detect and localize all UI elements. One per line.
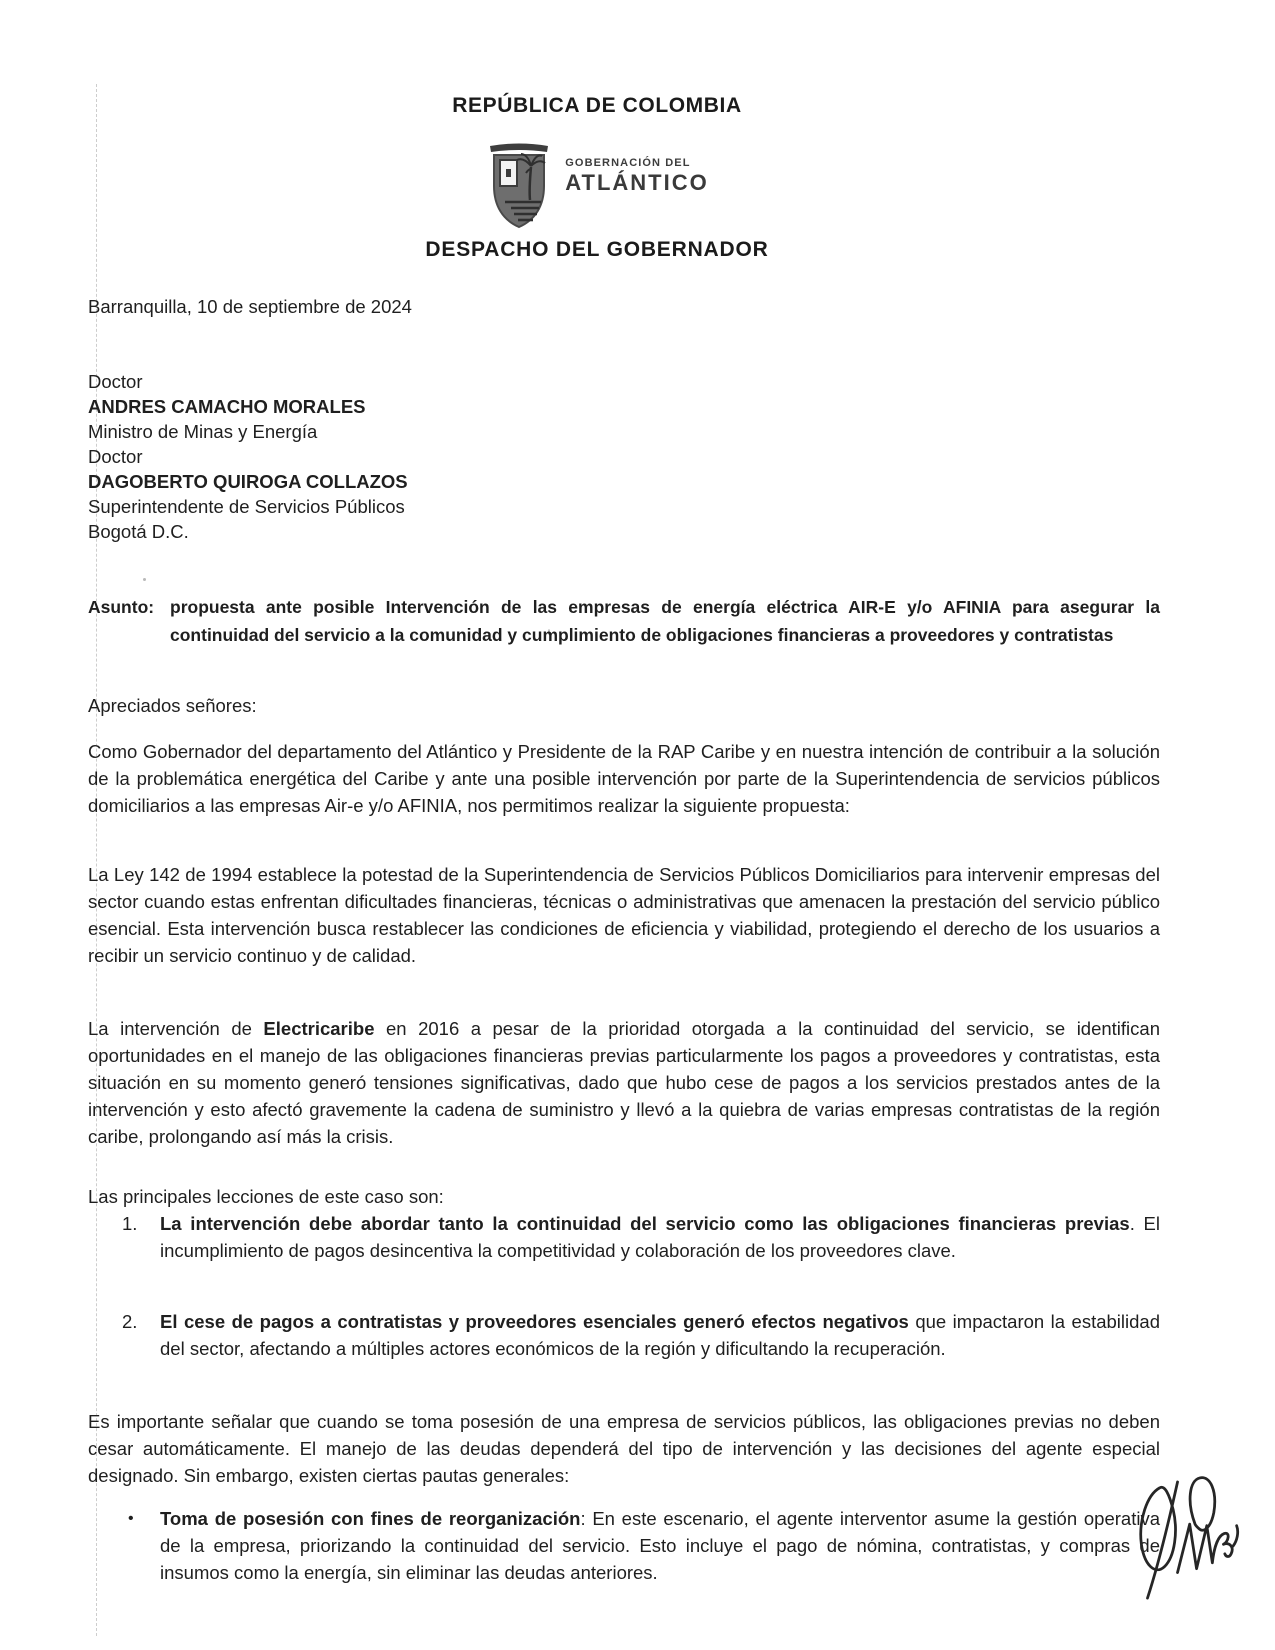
atlantico-crest-icon <box>485 140 553 230</box>
item-text <box>160 1210 1160 1264</box>
paragraph-electricaribe <box>88 1015 1160 1150</box>
item-bold-lead: Toma de posesión con fines de reorganización <box>160 1508 581 1529</box>
handwritten-signature <box>1126 1470 1250 1604</box>
paragraph-ley142: La Ley 142 de 1994 establece la potestad de la Superintendencia de Servicios Públicos Domiciliarios para intervenir empresas del sector cuando estas enfrentan dificultades financieras, técnicas o administrativas que amenacen la prestación del servicio público esencial. Esta intervención busca restablecer las condiciones de eficiencia y viabilidad, protegiendo el derecho de los usuarios a recibir un servicio continuo y de calidad. <box>88 864 1160 966</box>
subject-text: propuesta ante posible Intervención de las empresas de energía eléctrica AIR-E y/o AFINIA para asegurar la continuidad del servicio a la comunidad y cumplimiento de obligaciones financieras a proveedores y contratistas <box>170 597 1160 645</box>
bullet-marker: • <box>128 1510 134 1527</box>
item-bold-lead: La intervención debe abordar tanto la continuidad del servicio como las obligaciones financieras previas <box>160 1213 1130 1234</box>
logo-org-small: GOBERNACIÓN DEL <box>565 157 691 169</box>
bullet-item-reorganizacion <box>122 1505 1160 1586</box>
recipient-role: Ministro de Minas y Energía <box>88 421 318 442</box>
recipient-block <box>88 369 788 544</box>
logo-text <box>565 157 708 196</box>
subject-block <box>88 593 1160 649</box>
paragraph-segment: La intervención de <box>88 1018 264 1039</box>
item-bold-lead: El cese de pagos a contratistas y proveedores esenciales generó efectos negativos <box>160 1311 909 1332</box>
lessons-intro: Las principales lecciones de este caso son: <box>88 1186 444 1207</box>
item-rest: que impactaron la estabilidad del sector, afectando a múltiples actores económicos de la región y dificultando la recuperación. <box>160 1311 1160 1359</box>
recipient-line: Doctor <box>88 446 143 467</box>
recipient-name: ANDRES CAMACHO MORALES <box>88 396 366 417</box>
recipient-city: Bogotá D.C. <box>88 521 189 542</box>
item-number: 1. <box>122 1213 138 1234</box>
paragraph-proposal: Como Gobernador del departamento del Atlántico y Presidente de la RAP Caribe y en nuestra intención de contribuir a la solución de la problemática energética del Caribe y ante una posible intervención por parte de la Superintendencia de servicios públicos domiciliarios a las empresas Air-e y/o AFINIA, nos permitimos realizar la siguiente propuesta: <box>88 741 1160 816</box>
recipient-line: Doctor <box>88 371 143 392</box>
logo-org-big: ATLÁNTICO <box>565 170 709 195</box>
governorate-logo <box>0 140 1194 230</box>
paragraph-segment-bold: Electricaribe <box>263 1018 375 1039</box>
office-title: DESPACHO DEL GOBERNADOR <box>425 238 769 261</box>
item-number: 2. <box>122 1311 138 1332</box>
numbered-item-1 <box>122 1210 1160 1264</box>
numbered-item-2 <box>122 1308 1160 1362</box>
scan-speck <box>143 578 146 581</box>
item-text <box>160 1308 1160 1362</box>
date-line: Barranquilla, 10 de septiembre de 2024 <box>88 296 412 317</box>
recipient-name: DAGOBERTO QUIROGA COLLAZOS <box>88 471 408 492</box>
item-rest: : En este escenario, el agente interventor asume la gestión operativa de la empresa, priorizando la continuidad del servicio. Esto incluye el pago de nómina, contratistas, y compras de insumos como la energía, sin eliminar las deudas anteriores. <box>160 1508 1160 1583</box>
paragraph-segment: en 2016 a pesar de la prioridad otorgada a la continuidad del servicio, se identifican oportunidades en el manejo de las obligaciones financieras previas particularmente los pagos a proveedores y contratistas, esta situación en su momento generó tensiones significativas, dado que hubo cese de pagos a los servicios prestados antes de la intervención y esto afectó gravemente la cadena de suministro y llevó a la quiebra de varias empresas contratistas de la región caribe, prolongando así más la crisis. <box>88 1018 1160 1147</box>
item-text <box>160 1505 1160 1586</box>
republic-title: REPÚBLICA DE COLOMBIA <box>452 94 742 117</box>
paragraph-posesion: Es importante señalar que cuando se toma posesión de una empresa de servicios públicos, las obligaciones previas no deben cesar automáticamente. El manejo de las deudas dependerá del tipo de intervención y las decisiones del agente especial designado. Sin embargo, existen ciertas pautas generales: <box>88 1411 1160 1486</box>
subject-label: Asunto: <box>88 597 155 617</box>
item-rest: . El incumplimiento de pagos desincentiva la competitividad y colaboración de los proveedores clave. <box>160 1213 1161 1261</box>
recipient-role: Superintendente de Servicios Públicos <box>88 496 405 517</box>
salutation: Apreciados señores: <box>88 695 257 716</box>
